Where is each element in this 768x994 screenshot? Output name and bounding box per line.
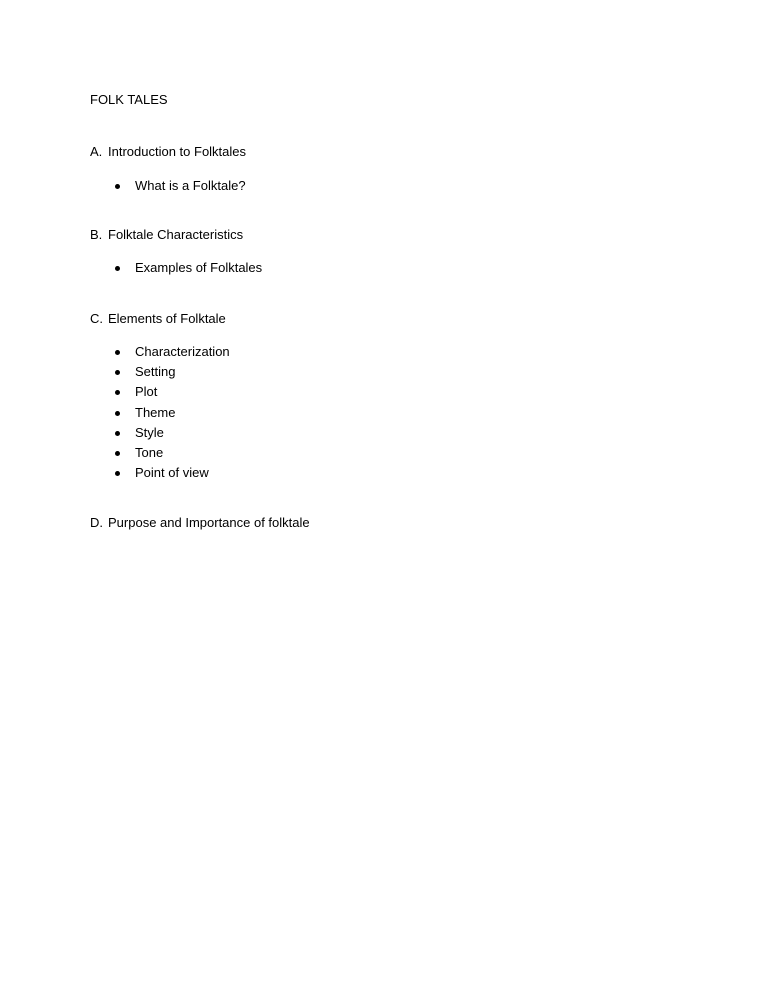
section-marker: B. (90, 227, 103, 242)
bullet-icon (115, 184, 120, 189)
list-item-text: Characterization (135, 344, 230, 359)
section-title: Purpose and Importance of folktale (108, 515, 310, 530)
bullet-list (90, 344, 230, 485)
list-item-text: Examples of Folktales (135, 260, 263, 275)
list-item-text: Style (135, 424, 164, 440)
document-title: FOLK TALES (90, 92, 168, 107)
section-b (90, 227, 263, 280)
section-heading (90, 227, 243, 243)
bullet-list (90, 260, 263, 280)
list-item-text: Plot (135, 384, 158, 400)
section-title: Introduction to Folktales (108, 144, 247, 159)
list-item (90, 260, 263, 280)
section-heading (90, 311, 226, 327)
section-title: Folktale Characteristics (108, 227, 244, 242)
section-marker: A. (90, 144, 103, 159)
section-a (90, 144, 246, 198)
section-heading (90, 144, 246, 160)
bullet-icon (115, 411, 120, 416)
bullet-list (90, 178, 246, 198)
bullet-icon (115, 266, 120, 271)
section-marker: D. (90, 515, 103, 530)
list-item-text: Setting (135, 364, 176, 380)
section-c (90, 311, 230, 485)
bullet-icon (115, 471, 120, 476)
bullet-icon (115, 451, 120, 456)
list-item-text: Point of view (135, 465, 209, 481)
list-item (90, 344, 230, 364)
bullet-icon (115, 390, 120, 395)
list-item-text: What is a Folktale? (135, 178, 246, 193)
list-item (90, 384, 226, 404)
section-heading (90, 515, 310, 531)
list-item (90, 178, 246, 198)
list-item (90, 465, 226, 485)
bullet-icon (115, 370, 120, 375)
section-d (90, 515, 310, 531)
list-item-text: Theme (135, 404, 176, 420)
list-item-text: Tone (135, 444, 164, 460)
list-item (90, 425, 226, 445)
section-title: Elements of Folktale (108, 311, 226, 326)
bullet-icon (115, 431, 120, 436)
list-item (90, 445, 226, 465)
section-marker: C. (90, 311, 103, 326)
list-item (90, 405, 226, 425)
bullet-icon (115, 350, 120, 355)
list-item (90, 364, 226, 384)
